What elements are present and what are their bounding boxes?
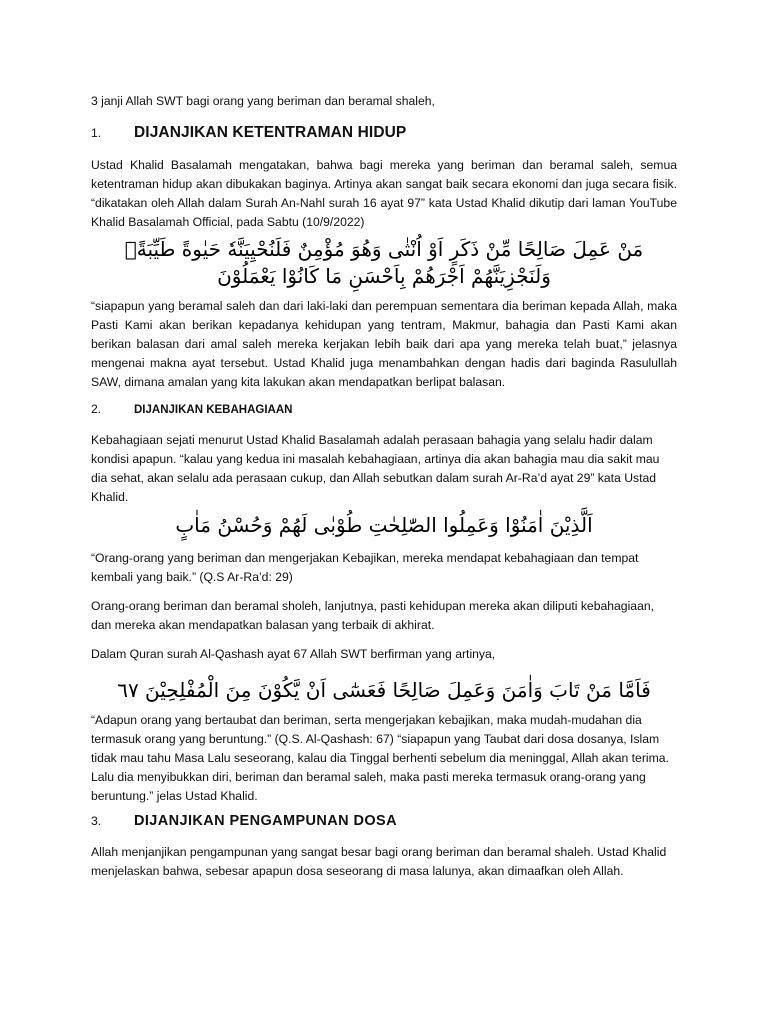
section-2-paragraph-2: “Orang-orang yang beriman dan mengerjakan Kebajikan, mereka mendapat kebahagiaan dan tempat kembali yang baik.” (Q.S Ar-Ra’d: 29)	[91, 551, 639, 584]
section-3-heading	[91, 813, 677, 829]
section-1-arabic-verse: مَنْ عَمِلَ صَالِحًا مِّنْ ذَكَرٍ اَوْ اُنْثٰى وَهُوَ مُؤْمِنٌ فَلَنُحْيِيَنَّهٗ حَيٰوةً طَيِّبَةًۚ وَلَنَجْزِيَنَّهُمْ اَجْرَهُمْ بِاَحْسَنِ مَا كَانُوْا يَعْمَلُوْنَ	[124, 237, 644, 288]
section-2-paragraph-5: “Adapun orang yang bertaubat dan beriman, serta mengerjakan kebajikan, maka mudah-mudahan dia termasuk orang yang beruntung.” (Q.S. Al-Qashash: 67) “siapapun yang Taubat dari dosa dosanya, Islam tidak mau tahu Masa Lalu seseorang, kalau dia Tinggal berhenti sebelum dia meninggal, Allah akan terima. Lalu dia menyibukkan diri, beriman dan beramal saleh, maka pasti mereka termasuk orang-orang yang beruntung.” jelas Ustad Khalid.	[91, 713, 669, 803]
section-title: DIJANJIKAN KEBAHAGIAAN	[134, 404, 293, 416]
section-2-heading	[91, 402, 677, 416]
intro-text: 3 janji Allah SWT bagi orang yang beriman dan beramal shaleh,	[91, 94, 435, 108]
section-1-heading	[91, 124, 677, 142]
section-title: DIJANJIKAN KETENTRAMAN HIDUP	[134, 124, 407, 141]
section-3-paragraph-1: Allah menjanjikan pengampunan yang sangat besar bagi orang beriman dan beramal shaleh. Ustad Khalid menjelaskan bahwa, sebesar apapun dosa seseorang di masa lalunya, akan dimaafkan oleh Allah.	[91, 845, 667, 878]
section-2-arabic-verse-2: فَاَمَّا مَنْ تَابَ وَاٰمَنَ وَعَمِلَ صَالِحًا فَعَسٰٓى اَنْ يَّكُوْنَ مِنَ الْمُفْلِحِيْنَ ٦٧	[117, 678, 651, 702]
section-2-paragraph-1: Kebahagiaan sejati menurut Ustad Khalid Basalamah adalah perasaan bahagia yang selalu hadir dalam kondisi apapun. “kalau yang kedua ini masalah kebahagiaan, artinya dia akan bahagia mau dia sakit mau dia sehat, akan selalu ada perasaan cukup, dan Allah sebutkan dalam surah Ar-Ra’d ayat 29” kata Ustad Khalid.	[91, 433, 660, 504]
section-2-paragraph-3: Orang-orang beriman dan beramal sholeh, lanjutnya, pasti kehidupan mereka akan diliputi kebahagiaan, dan mereka akan mendapatkan balasan yang terbaik di akhirat.	[91, 599, 655, 632]
section-number: 1.	[91, 126, 102, 140]
section-number: 3.	[91, 814, 102, 828]
section-number: 2.	[91, 402, 102, 416]
section-title: DIJANJIKAN PENGAMPUNAN DOSA	[134, 813, 397, 829]
section-2-paragraph-4: Dalam Quran surah Al-Qashash ayat 67 Allah SWT berfirman yang artinya,	[91, 647, 496, 661]
section-2-arabic-verse: اَلَّذِيْنَ اٰمَنُوْا وَعَمِلُوا الصّٰلِحٰتِ طُوْبٰى لَهُمْ وَحُسْنُ مَاٰبٍ	[175, 513, 593, 537]
section-1-paragraph-2: “siapapun yang beramal saleh dan dari laki-laki dan perempuan sementara dia beriman kepada Allah, maka Pasti Kami akan berikan kepadanya kehidupan yang tentram, Makmur, bahagia dan Pasti Kami akan berikan balasan dari amal saleh mereka kerjakan lebih baik dari apa yang mereka telah buat,” jelasnya mengenai makna ayat tersebut. Ustad Khalid juga menambahkan dengan hadis dari baginda Rasulullah SAW, dimana amalan yang kita lakukan akan mendapatkan berlipat balasan.	[91, 299, 677, 389]
section-1-paragraph-1: Ustad Khalid Basalamah mengatakan, bahwa bagi mereka yang beriman dan beramal saleh, semua ketentraman hidup akan dibukakan baginya. Artinya akan sangat baik secara ekonomi dan juga secara fisik. “dikatakan oleh Allah dalam Surah An-Nahl surah 16 ayat 97” kata Ustad Khalid dikutip dari laman YouTube Khalid Basalamah Official, pada Sabtu (10/9/2022)	[91, 158, 677, 229]
